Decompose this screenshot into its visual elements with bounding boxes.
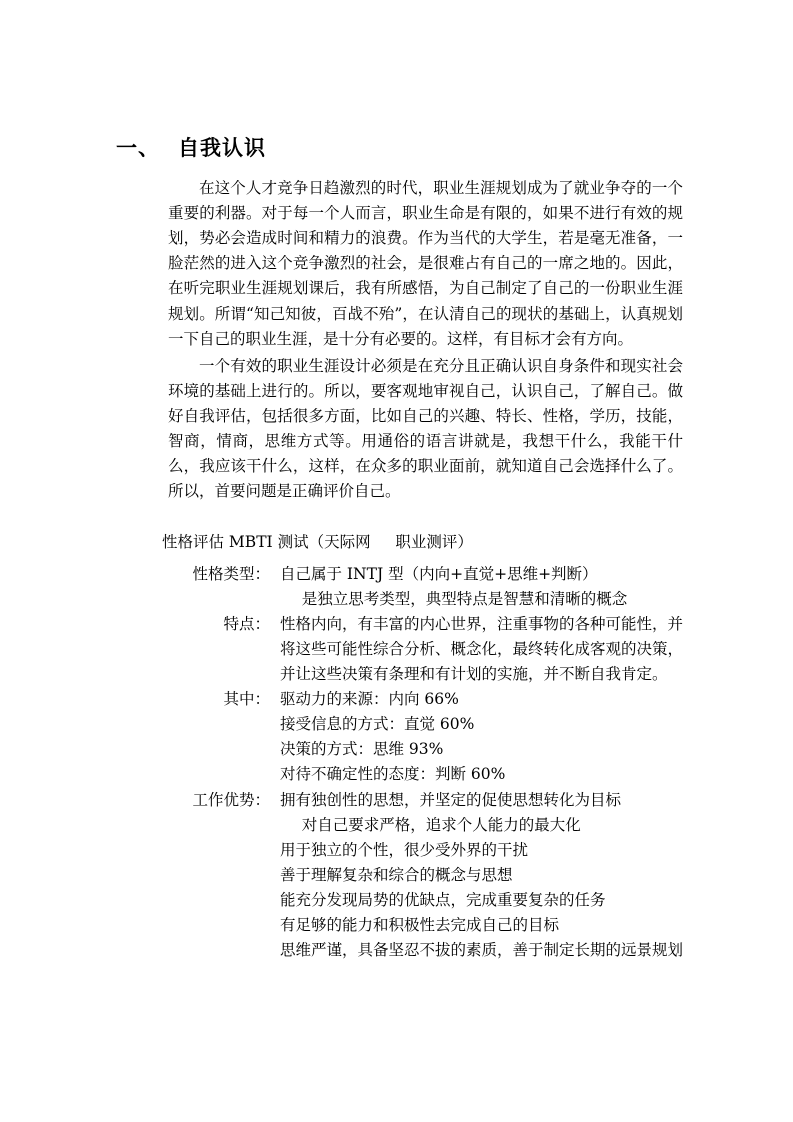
page-title (110, 132, 683, 162)
mbti-row (110, 612, 683, 687)
mbti-row-line: 决策的方式：思维 93% (280, 740, 444, 759)
mbti-row-line: 拥有独创性的思想，并坚定的促使思想转化为目标 (280, 790, 622, 809)
mbti-row-value (280, 687, 683, 787)
heading-title: 自我认识 (178, 136, 266, 160)
mbti-section-title (110, 530, 683, 555)
paragraph-2: 一个有效的职业生涯设计必须是在充分且正确认识自身条件和现实社会环境的基础上进行的。所以，要客观地审视自己，认识自己，了解自己。做好自我评估，包括很多方面，比如自己的兴趣、特长、性格，学历，技能，智商，情商，思维方式等。用通俗的语言讲就是，我想干什么，我能干什么，我应该干什么，这样，在众多的职业面前，就知道自己会选择什么了。所以，首要问题是正确评价自己。 (168, 356, 683, 501)
mbti-row-line: 接受信息的方式：直觉 60% (280, 715, 475, 734)
mbti-row-label: 其中： (223, 690, 270, 709)
mbti-row-label: 工作优势： (192, 790, 270, 809)
mbti-row-label: 特点： (223, 614, 270, 633)
mbti-title-right: 职业测评） (395, 533, 473, 552)
mbti-row-label: 性格类型： (192, 564, 270, 583)
mbti-row-line: 思维严谨，具备坚忍不拔的素质，善于制定长期的远景规划 (280, 941, 684, 960)
mbti-row-line: 能充分发现局势的优缺点，完成重要复杂的任务 (280, 890, 606, 909)
paragraph-1: 在这个人才竞争日趋激烈的时代，职业生涯规划成为了就业争夺的一个重要的利器。对于每一个人而言，职业生命是有限的，如果不进行有效的规划，势必会造成时间和精力的浪费。作为当代的大学生，若是毫无准备，一脸茫然的进入这个竞争激烈的社会，是很难占有自己的一席之地的。因此，在听完职业生涯规划课后，我有所感悟，为自己制定了自己的一份职业生涯规划。所谓“知己知彼，百战不殆”，在认清自己的现状的基础上，认真规划一下自己的职业生涯，是十分有必要的。这样，有目标才会有方向。 (168, 179, 683, 348)
mbti-row-line: 善于理解复杂和综合的概念与思想 (280, 865, 513, 884)
mbti-row-line: 性格内向，有丰富的内心世界，注重事物的各种可能性，并将这些可能性综合分析、概念化，最终转化成客观的决策，并让这些决策有条理和有计划的实施，并不断自我肯定。 (280, 614, 684, 683)
mbti-row-line: 驱动力的来源：内向 66% (280, 690, 459, 709)
mbti-row-line: 用于独立的个性，很少受外界的干扰 (280, 840, 529, 859)
mbti-row-line: 对待不确定性的态度：判断 60% (280, 765, 506, 784)
mbti-row-line: 自己属于 INTJ 型（内向+直觉+思维+判断） (280, 564, 598, 583)
mbti-title-left: 性格评估 MBTI 测试（天际网 (162, 533, 371, 552)
mbti-row (110, 687, 683, 787)
mbti-row-line: 是独立思考类型，典型特点是智慧和清晰的概念 (301, 589, 628, 608)
mbti-row-value (280, 562, 683, 612)
heading-number: 一、 (116, 136, 160, 160)
mbti-row-value (280, 788, 683, 964)
mbti-row (110, 562, 683, 612)
mbti-row-line: 有足够的能力和积极性去完成自己的目标 (280, 916, 560, 935)
mbti-row (110, 788, 683, 964)
mbti-row-line: 对自己要求严格，追求个人能力的最大化 (301, 815, 581, 834)
mbti-row-value (280, 612, 683, 687)
